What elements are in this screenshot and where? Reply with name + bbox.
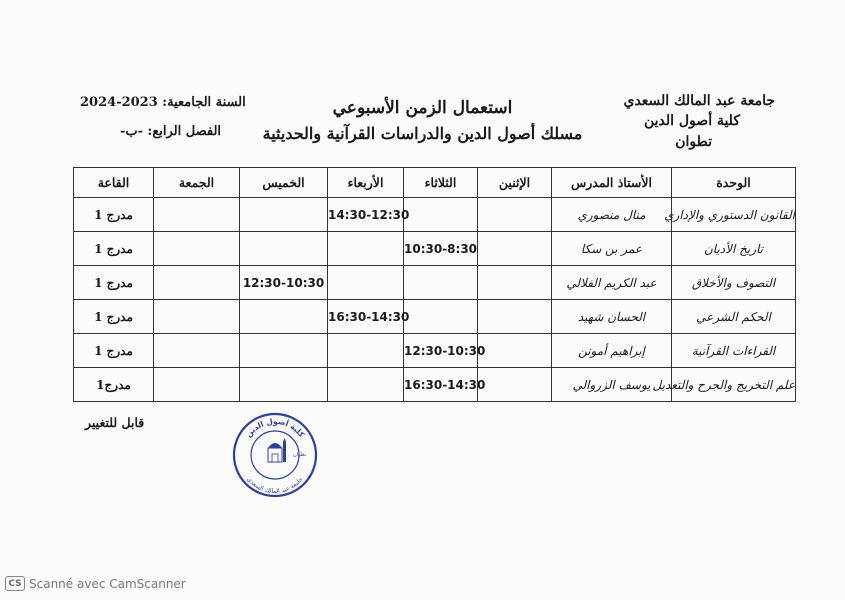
- mosque-emblem-icon: [268, 438, 286, 462]
- stamp-bottom-text: جامعة عبد المالك السعدي: [245, 475, 305, 496]
- time-slot-cell: [240, 334, 328, 368]
- unit-cell: علم التخريج والجرح والتعديل: [672, 368, 796, 402]
- column-header: الجمعة: [154, 168, 240, 198]
- professor-cell: يوسف الزروالي: [552, 368, 672, 402]
- time-slot-cell: [240, 232, 328, 266]
- faculty-name: كلية أصول الدين: [643, 113, 740, 129]
- document-title: استعمال الزمن الأسبوعي: [332, 98, 513, 118]
- table-row: [74, 368, 796, 402]
- subject-to-change-note: قابل للتغيير: [85, 415, 145, 430]
- time-slot-cell: [154, 334, 240, 368]
- time-slot-cell: [328, 266, 404, 300]
- room-cell: مدرج 1: [74, 198, 154, 232]
- time-slot-cell: [478, 232, 552, 266]
- column-header: الإثنين: [478, 168, 552, 198]
- room-cell: مدرج1: [74, 368, 154, 402]
- professor-cell: إبراهيم أمونن: [552, 334, 672, 368]
- time-slot-cell: 10:30-8:30: [404, 232, 478, 266]
- unit-cell: التصوف والأخلاق: [672, 266, 796, 300]
- semester-label: الفصل الرابع: -ب-: [120, 124, 222, 139]
- schedule-table: [73, 167, 796, 402]
- time-slot-cell: 16:30-14:30: [328, 300, 404, 334]
- time-slot-cell: 12:30-10:30: [404, 334, 478, 368]
- professor-cell: عبد الكريم الفلالي: [552, 266, 672, 300]
- room-cell: مدرج 1: [74, 334, 154, 368]
- unit-cell: القانون الدستوري والإداري: [672, 198, 796, 232]
- unit-cell: الحكم الشرعي: [672, 300, 796, 334]
- time-slot-cell: [154, 266, 240, 300]
- time-slot-cell: [478, 266, 552, 300]
- column-header: القاعة: [74, 168, 154, 198]
- room-cell: مدرج 1: [74, 300, 154, 334]
- professor-cell: منال منصوري: [552, 198, 672, 232]
- table-row: [74, 334, 796, 368]
- table-row: [74, 198, 796, 232]
- room-cell: مدرج 1: [74, 266, 154, 300]
- time-slot-cell: [478, 334, 552, 368]
- time-slot-cell: [404, 300, 478, 334]
- time-slot-cell: [240, 198, 328, 232]
- unit-cell: القراءات القرآنية: [672, 334, 796, 368]
- time-slot-cell: [240, 368, 328, 402]
- scanner-watermark-text: Scanné avec CamScanner: [29, 576, 186, 591]
- table-row: [74, 232, 796, 266]
- time-slot-cell: [154, 198, 240, 232]
- scanner-footer: [5, 576, 186, 591]
- document-subtitle: مسلك أصول الدين والدراسات القرآنية والحديثية: [262, 124, 583, 143]
- column-header: الأربعاء: [328, 168, 404, 198]
- university-name: جامعة عبد المالك السعدي: [623, 93, 775, 109]
- professor-cell: عمر بن سكا: [552, 232, 672, 266]
- time-slot-cell: [478, 198, 552, 232]
- time-slot-cell: [328, 334, 404, 368]
- time-slot-cell: [328, 368, 404, 402]
- city-name: تطوان: [675, 134, 712, 150]
- column-header: الأستاذ المدرس: [552, 168, 672, 198]
- professor-cell: الحسان شهيد: [552, 300, 672, 334]
- time-slot-cell: [240, 300, 328, 334]
- time-slot-cell: [154, 300, 240, 334]
- time-slot-cell: [154, 232, 240, 266]
- stamp-top-text: كلية أصول الدين: [243, 416, 307, 439]
- table-row: [74, 266, 796, 300]
- faculty-stamp: [230, 410, 320, 500]
- time-slot-cell: [404, 198, 478, 232]
- time-slot-cell: [478, 300, 552, 334]
- time-slot-cell: 12:30-10:30: [240, 266, 328, 300]
- column-header: الخميس: [240, 168, 328, 198]
- column-header: الثلاثاء: [404, 168, 478, 198]
- table-header-row: [74, 168, 796, 198]
- time-slot-cell: [328, 232, 404, 266]
- table-row: [74, 300, 796, 334]
- camscanner-logo-icon: CS: [5, 576, 25, 591]
- time-slot-cell: 14:30-12:30: [328, 198, 404, 232]
- unit-cell: تاريخ الأديان: [672, 232, 796, 266]
- academic-year: السنة الجامعية: 2023-2024: [80, 95, 246, 110]
- time-slot-cell: [478, 368, 552, 402]
- column-header: الوحدة: [672, 168, 796, 198]
- stamp-city-text: تطوان: [293, 452, 307, 458]
- time-slot-cell: [404, 266, 478, 300]
- room-cell: مدرج 1: [74, 232, 154, 266]
- time-slot-cell: 16:30-14:30: [404, 368, 478, 402]
- time-slot-cell: [154, 368, 240, 402]
